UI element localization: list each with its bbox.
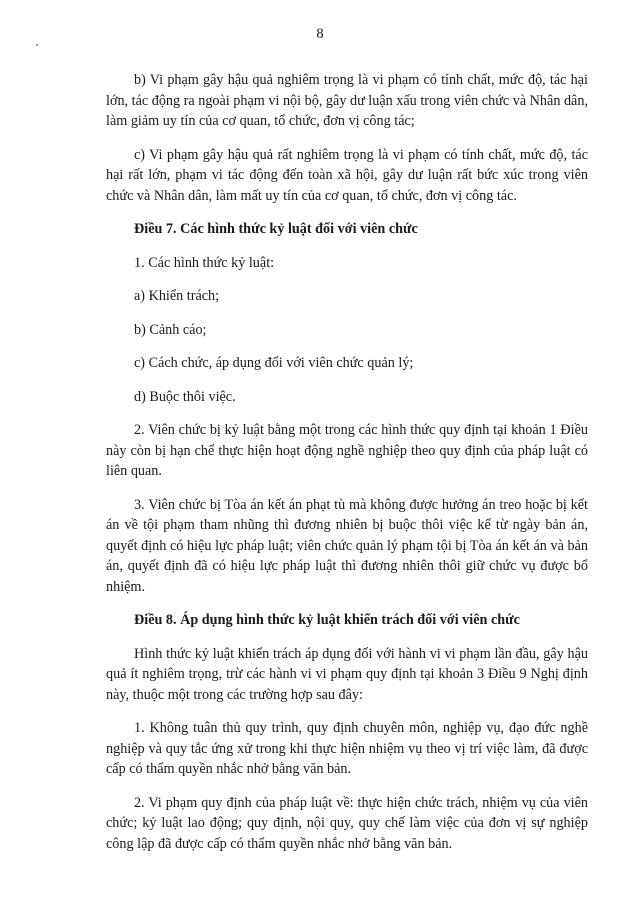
article-7-item-1b: b) Cảnh cáo;: [134, 321, 207, 338]
article-8-item-2: 2. Vi phạm quy định của pháp luật về: thực hiện chức trách, nhiệm vụ của viên chức; kỷ luật lao động; quy định, nội quy, quy chế làm việc của đơn vị sự nghiệp công lập đã được cấp có thẩm quyền nhắc nhở bằng văn bản.: [106, 794, 588, 852]
article-7-item-1a: a) Khiển trách;: [134, 288, 220, 304]
scan-speck: [36, 44, 38, 46]
article-7-item-1c: c) Cách chức, áp dụng đối với viên chức quản lý;: [134, 355, 414, 371]
article-8-heading: Điều 8. Áp dụng hình thức kỷ luật khiển trách đối với viên chức: [134, 612, 520, 628]
paragraph-clause-c: c) Vi phạm gây hậu quả rất nghiêm trọng là vi phạm có tính chất, mức độ, tác hại rất lớn, phạm vi tác động đến toàn xã hội, gây dư luận rất bức xúc trong viên chức và Nhân dân, làm mất uy tín của cơ quan, tổ chức, đơn vị công tác.: [106, 146, 588, 204]
article-7-heading: Điều 7. Các hình thức kỷ luật đối với viên chức: [134, 221, 418, 237]
article-7-item-1d: d) Buộc thôi việc.: [134, 388, 236, 405]
article-8-intro: Hình thức kỷ luật khiển trách áp dụng đối với hành vi vi phạm lần đầu, gây hậu quả ít nghiêm trọng, trừ các hành vi vi phạm quy định tại khoản 3 Điều 9 Nghị định này, thuộc một trong các trường hợp sau đây:: [106, 645, 588, 703]
article-7-item-2: 2. Viên chức bị kỷ luật bằng một trong các hình thức quy định tại khoản 1 Điều này còn bị hạn chế thực hiện hoạt động nghề nghiệp theo quy định của pháp luật có liên quan.: [106, 422, 588, 479]
article-8-item-1: 1. Không tuân thủ quy trình, quy định chuyên môn, nghiệp vụ, đạo đức nghề nghiệp và quy tắc ứng xử trong khi thực hiện nhiệm vụ theo vị trí việc làm, đã được cấp có thẩm quyền nhắc nhở bằng văn bản.: [106, 720, 588, 777]
page-number: 8: [316, 26, 324, 42]
article-7-item-3: 3. Viên chức bị Tòa án kết án phạt tù mà không được hưởng án treo hoặc bị kết án về tội phạm tham nhũng thì đương nhiên bị buộc thôi việc kể từ ngày bản án, quyết định có hiệu lực pháp luật; viên chức quản lý phạm tội bị Tòa án kết án và bản án, quyết định đã có hiệu lực pháp luật thì đương nhiên thôi giữ chức vụ được bổ nhiệm.: [106, 496, 588, 595]
article-7-item-1: 1. Các hình thức kỷ luật:: [134, 254, 275, 271]
paragraph-clause-b: b) Vi phạm gây hậu quả nghiêm trọng là vi phạm có tính chất, mức độ, tác hại lớn, tác động ra ngoài phạm vi nội bộ, gây dư luận xấu trong viên chức và Nhân dân, làm giảm uy tín của cơ quan, tổ chức, đơn vị công tác;: [106, 72, 588, 129]
document-body: [106, 70, 588, 867]
